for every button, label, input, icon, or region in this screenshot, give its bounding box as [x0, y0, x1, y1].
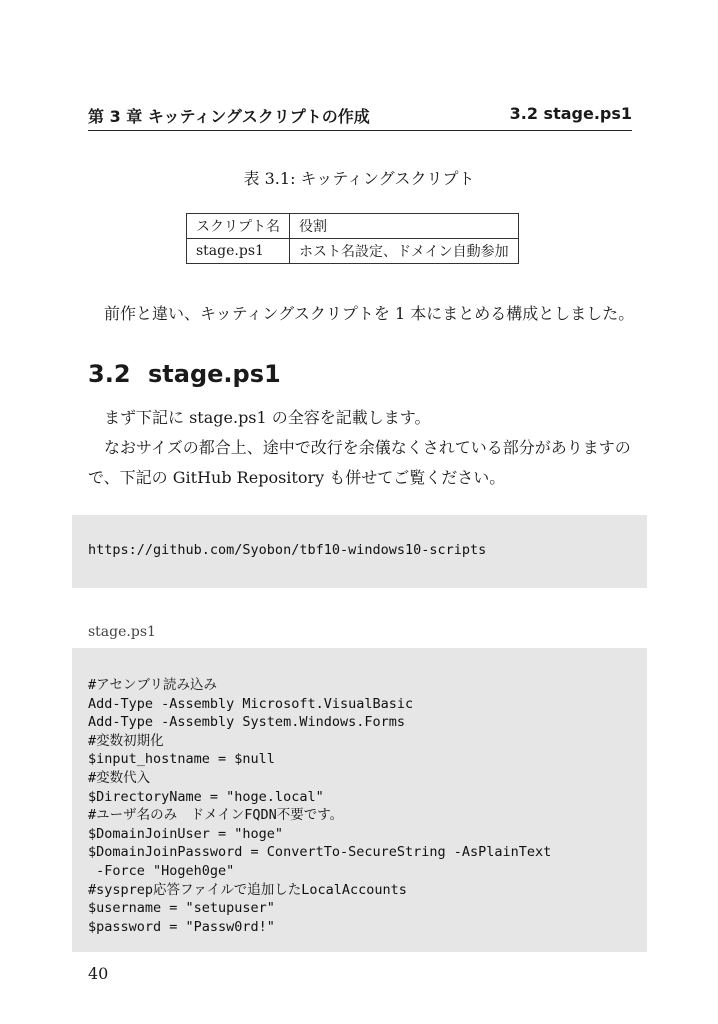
code-line: Add-Type -Assembly System.Windows.Forms	[88, 714, 405, 731]
code-line: $DomainJoinUser = "hoge"	[88, 825, 284, 842]
chapter-title: 第 3 章 キッティングスクリプトの作成	[88, 107, 370, 126]
code-line: #ユーザ名のみ ドメインFQDN不要です。	[88, 807, 344, 824]
code-line: $DomainJoinPassword = ConvertTo-SecureString -AsPlainText	[88, 844, 552, 861]
code-line: $DirectoryName = "hoge.local"	[88, 788, 324, 805]
running-header	[88, 104, 632, 131]
section-heading	[88, 360, 281, 388]
section-heading-title: stage.ps1	[148, 360, 281, 388]
table-cell-role: ホスト名設定、ドメイン自動参加	[290, 239, 519, 264]
code-line: #アセンブリ読み込み	[88, 677, 217, 693]
body-paragraph-2: なおサイズの都合上、途中で改行を余儀なくされている部分がありますので、下記の GitHub Repository も併せてご覧ください。	[88, 438, 631, 487]
code-line: Add-Type -Assembly Microsoft.VisualBasic	[88, 695, 414, 712]
code-line: #sysprep応答ファイルで追加したLocalAccounts	[88, 881, 407, 898]
column-header-script-name: スクリプト名	[187, 214, 290, 239]
section-title: 3.2 stage.ps1	[509, 104, 632, 123]
column-header-role: 役割	[290, 214, 519, 239]
table-caption: 表 3.1: キッティングスクリプト	[243, 169, 475, 188]
section-number: 3.2	[88, 360, 131, 388]
repo-url: https://github.com/Syobon/tbf10-windows10-scripts	[88, 542, 487, 558]
body-paragraph-1: まず下記に stage.ps1 の全容を記載します。	[104, 408, 431, 427]
intro-paragraph: 前作と違い、キッティングスクリプトを 1 本にまとめる構成としました。	[104, 304, 635, 323]
table-cell-script: stage.ps1	[187, 239, 290, 264]
code-line: #変数代入	[88, 769, 151, 786]
code-line: #変数初期化	[88, 732, 164, 749]
repo-url-block	[72, 515, 647, 588]
script-role-table	[186, 213, 519, 264]
listing-caption: stage.ps1	[88, 624, 156, 640]
code-listing	[72, 648, 647, 952]
code-line: $password = "Passw0rd!"	[88, 918, 275, 935]
page-number: 40	[88, 964, 109, 983]
code-line: $input_hostname = $null	[88, 751, 275, 768]
code-line: -Force "Hogeh0ge"	[88, 862, 235, 879]
code-line: $username = "setupuser"	[88, 900, 275, 917]
table-row	[187, 239, 519, 264]
table-header-row	[187, 214, 519, 239]
